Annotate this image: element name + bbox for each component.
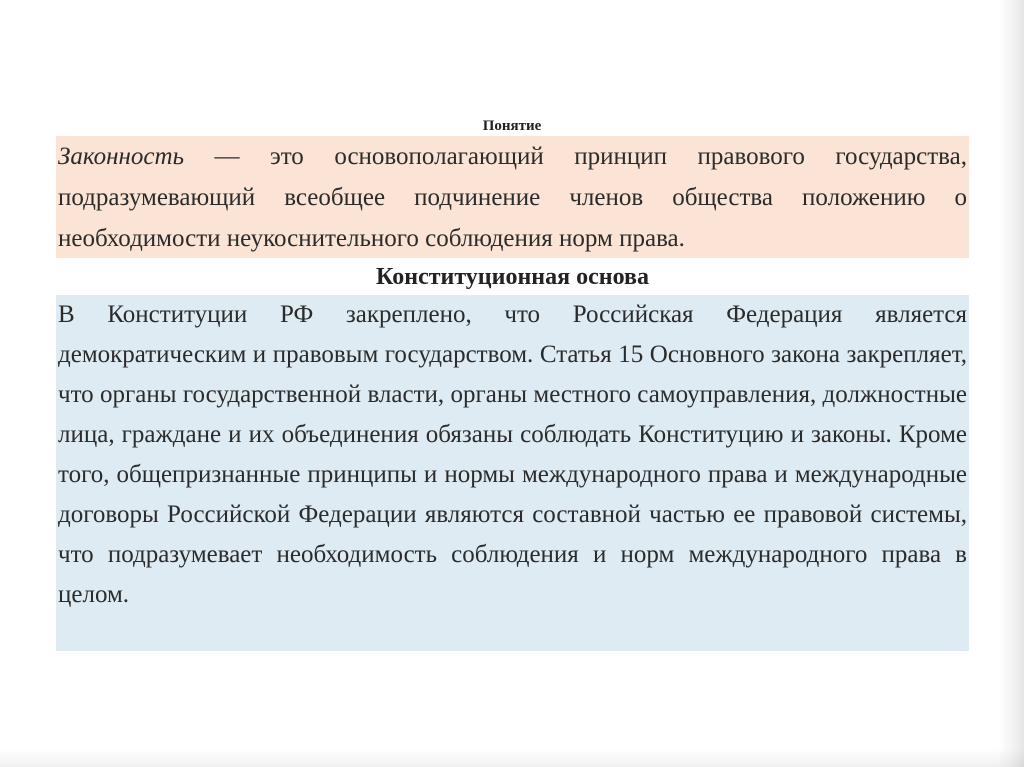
bottom-edge-shadow — [0, 749, 1024, 767]
right-edge-shadow — [998, 0, 1024, 767]
concept-heading: Понятие — [482, 118, 542, 134]
definition-term: Законность — [58, 143, 184, 170]
definition-box — [56, 136, 969, 258]
constitutional-basis-text: В Конституции РФ закреплено, что Российская Федерация является демократическим и правовым государством. Статья 15 Основного закона закрепляет, что органы государственной власти, органы местного самоуправления, должностные лица, граждане и их объединения обязаны соблюдать Конституцию и законы. Кроме того, общепризнанные принципы и нормы международного права и международные договоры Российской Федерации являются составной частью ее правовой системы, что подразумевает необходимость соблюдения и норм международного права в целом. — [58, 301, 967, 608]
constitutional-basis-heading: Конституционная основа — [376, 264, 649, 290]
definition-text: — это основополагающий принцип правового государства, подразумевающий всеобщее подчинение членов общества положению о необходимости неукоснительного соблюдения норм права. — [58, 143, 967, 252]
constitutional-basis-box — [56, 295, 969, 651]
